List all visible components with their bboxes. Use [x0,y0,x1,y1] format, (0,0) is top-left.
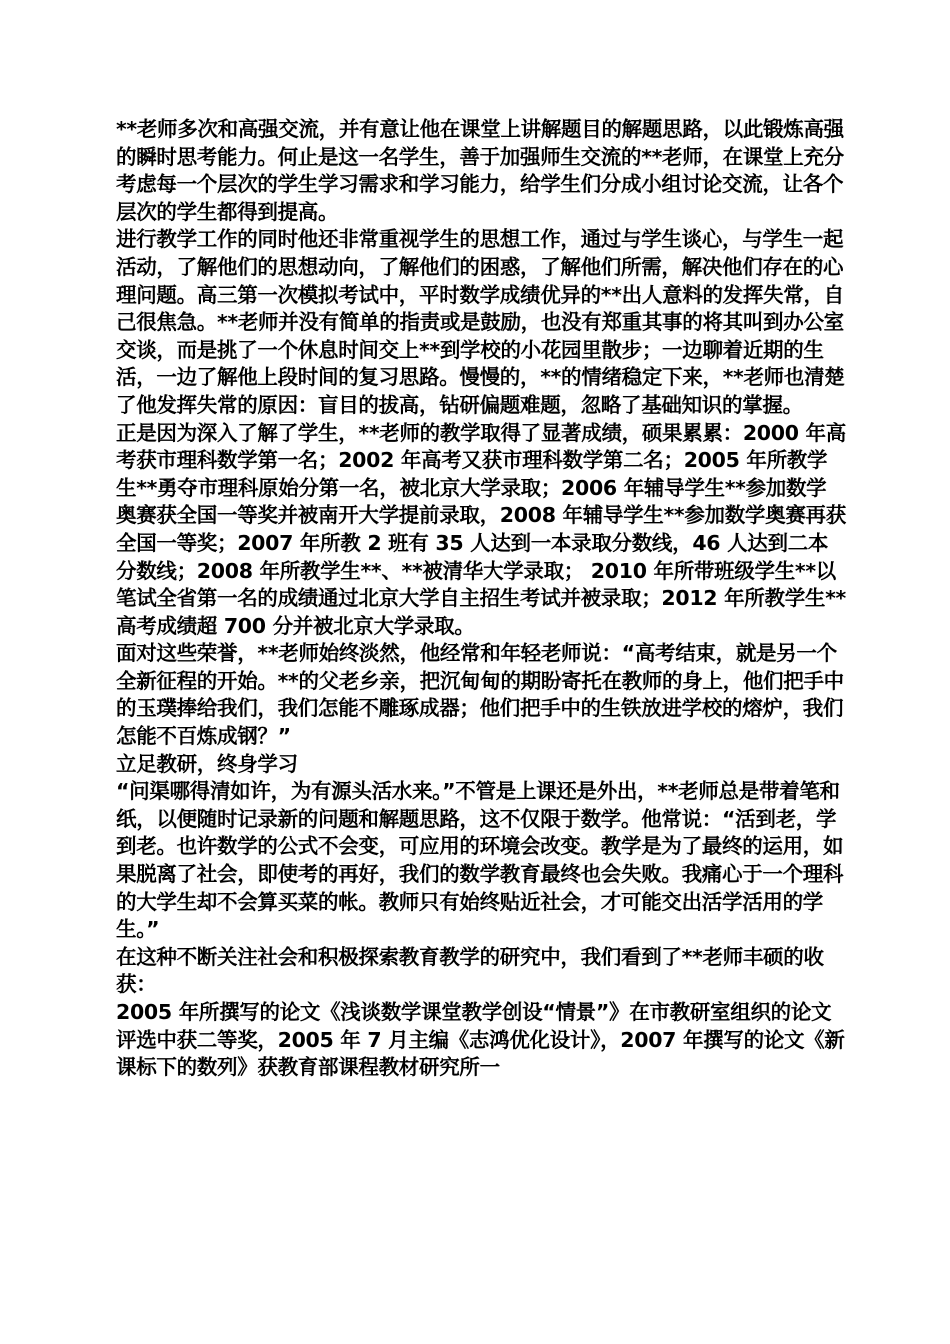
paragraph-achievements: 正是因为深入了解了学生，**老师的教学取得了显著成绩，硕果累累：2000 年高考获市理科数学第一名；2002 年高考又获市理科数学第二名；2005 年所教学生**勇夺市理科原始分第一名，被北京大学录取；2006 年辅导学生**参加数学奥赛获全国一等奖并被南开大学提前录取，2008 年辅导学生**参加数学奥赛再获全国一等奖；2007 年所教 2 班有 35 人达到一本录取分数线，46 人达到二本分数线；2008 年所教学生**、**被清华大学录取； 2010 年所带班级学生**以笔试全省第一名的成绩通过北京大学自主招生考试并被录取；2012 年所教学生**高考成绩超 700 分并被北京大学录取。 [116,420,846,638]
paragraph-honors-quote: 面对这些荣誉，**老师始终淡然，他经常和年轻老师说：“高考结束，就是另一个全新征程的开始。**的父老乡亲，把沉甸甸的期盼寄托在教师的身上，他们把手中的玉璞捧给我们，我们怎能不雕琢成器；他们把手中的生铁放进学校的熔炉，我们怎能不百炼成钢？” [116,641,844,749]
paragraph-publications: 2005 年所撰写的论文《浅谈数学课堂教学创设“情景”》在市教研室组织的论文评选中获二等奖，2005 年 7 月主编《志鸿优化设计》，2007 年撰写的论文《新课标下的数列》获教育部课程教材研究所一 [116,1000,845,1080]
paragraph-lifelong-learning: “问渠哪得清如许，为有源头活水来。”不管是上课还是外出，**老师总是带着笔和纸，以便随时记录新的问题和解题思路，这不仅限于数学。他常说：“活到老，学到老。也许数学的公式不会变，可应用的环境会改变。教学是为了最终的运用，如果脱离了社会，即使考的再好，我们的数学教育最终也会失败。我痛心于一个理科的大学生却不会算买菜的帐。教师只有始终贴近社会，才可能交出活学活用的学生。” [116,779,844,942]
paragraph-student-communication: **老师多次和高强交流，并有意让他在课堂上讲解题目的解题思路，以此锻炼高强的瞬时思考能力。何止是这一名学生，善于加强师生交流的**老师，在课堂上充分考虑每一个层次的学生学习需求和学习能力，给学生们分成小组讨论交流，让各个层次的学生都得到提高。 [116,117,844,224]
paragraph-research-intro: 在这种不断关注社会和积极探索教育教学的研究中，我们看到了**老师丰硕的收获： [116,944,824,997]
section-heading: 立足教研，终身学习 [116,751,298,776]
document-page [116,116,846,1082]
paragraph-ideological-work: 进行教学工作的同时他还非常重视学生的思想工作，通过与学生谈心，与学生一起活动，了解他们的思想动向，了解他们的困惑，了解他们所需，解决他们存在的心理问题。高三第一次模拟考试中，平时数学成绩优异的**出人意料的发挥失常，自己很焦急。**老师并没有简单的指责或是鼓励，也没有郑重其事的将其叫到办公室交谈，而是挑了一个休息时间交上**到学校的小花园里散步；一边聊着近期的生活，一边了解他上段时间的复习思路。慢慢的，**的情绪稳定下来，**老师也清楚了他发挥失常的原因：盲目的拔高，钻研偏题难题，忽略了基础知识的掌握。 [116,227,845,417]
